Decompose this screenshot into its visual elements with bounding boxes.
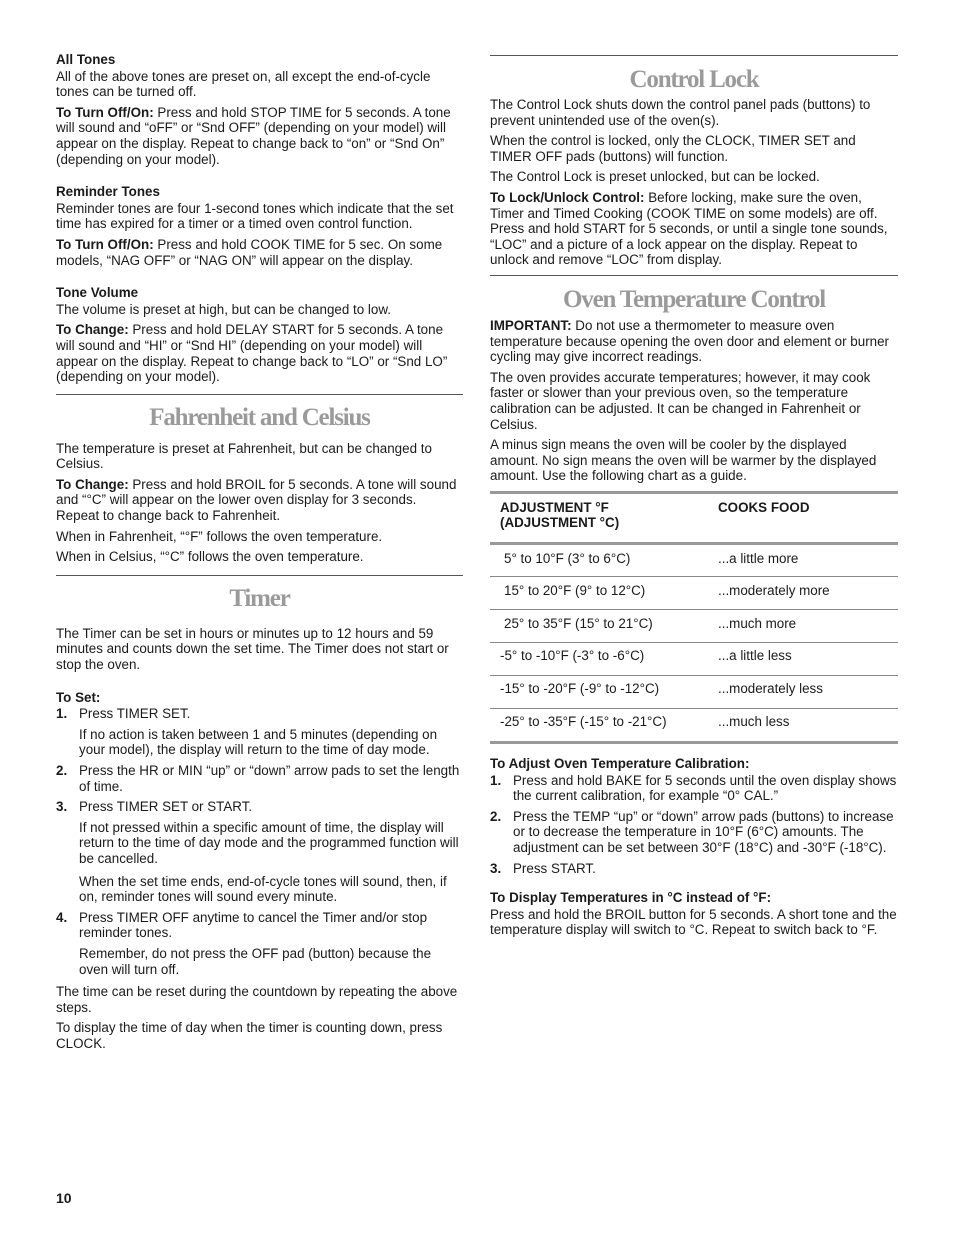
step-text: Press the TEMP “up” or “down” arrow pads (buttons) to increase or to decrease the temperature in 10°F (6°C) amounts. The adjustment can be set between 30°F (18°C) and -30°F (-18°C). <box>513 808 894 856</box>
header-cooks-food: COOKS FOOD <box>718 499 810 515</box>
table-row <box>490 676 898 709</box>
table-row <box>490 643 898 676</box>
turn-text: Press and hold STOP TIME for 5 seconds. A tone will sound and “oFF” or “Snd OFF” (depending on your model) will appear on the display. Repeat to change back to “on” or “Snd On” (depending on your model). <box>56 104 451 167</box>
cell-adjustment: -5° to -10°F (-3° to -6°C) <box>500 648 645 664</box>
display-celsius-heading: To Display Temperatures in °C instead of °F: <box>490 890 772 906</box>
header-adjustment-f: ADJUSTMENT °F <box>500 499 609 515</box>
left-column <box>56 52 463 1057</box>
all-tones-turn <box>56 105 463 167</box>
table-row <box>490 709 898 743</box>
timer-section <box>56 585 463 1052</box>
reminder-tones-section <box>56 184 463 268</box>
turn-label: To Turn Off/On: <box>56 104 154 120</box>
timer-step <box>56 910 463 977</box>
lock-label: To Lock/Unlock Control: <box>490 189 645 205</box>
all-tones-section <box>56 52 463 167</box>
important-label: IMPORTANT: <box>490 317 572 333</box>
cell-adjustment: 5° to 10°F (3° to 6°C) <box>504 551 631 567</box>
oven-temp-important <box>490 318 898 365</box>
calibration-step <box>490 773 898 804</box>
timer-reset-text: The time can be reset during the countdown by repeating the above steps. <box>56 984 458 1015</box>
right-column <box>490 55 898 943</box>
control-lock-instructions <box>490 190 898 268</box>
tone-volume-heading: Tone Volume <box>56 285 139 301</box>
table-row <box>490 610 898 643</box>
timer-step <box>56 799 463 905</box>
fahrenheit-title: Fahrenheit and Celsius <box>149 403 370 431</box>
fahrenheit-f-text: When in Fahrenheit, “°F” follows the oven temperature. <box>56 528 383 544</box>
cell-cooks-food: ...much more <box>718 616 797 632</box>
calibration-step <box>490 861 898 877</box>
tone-volume-section <box>56 285 463 385</box>
fahrenheit-change <box>56 477 463 524</box>
change-label: To Change: <box>56 476 129 492</box>
step-text: Press TIMER SET or START. <box>79 799 253 815</box>
oven-temp-p2: A minus sign means the oven will be cooler by the displayed amount. No sign means the oven will be warmer by the displayed amount. Use the following chart as a guide. <box>490 437 877 484</box>
fahrenheit-section <box>56 404 463 565</box>
step-number: 3. <box>490 860 502 876</box>
step-text: Press the HR or MIN “up” or “down” arrow pads to set the length of time. <box>79 763 460 794</box>
adjust-calibration-steps <box>490 773 898 877</box>
tone-volume-desc: The volume is preset at high, but can be changed to low. <box>56 301 391 317</box>
step-number: 3. <box>56 799 68 815</box>
section-divider <box>56 394 463 395</box>
oven-temp-section <box>490 286 898 938</box>
cell-cooks-food: ...a little less <box>718 648 792 664</box>
step-text: Press TIMER SET. <box>79 706 191 722</box>
section-divider <box>490 55 898 56</box>
cell-adjustment: -15° to -20°F (-9° to -12°C) <box>500 681 660 697</box>
tone-volume-change <box>56 322 463 384</box>
fahrenheit-c-text: When in Celsius, “°C” follows the oven temperature. <box>56 549 364 565</box>
step-text: Press and hold BAKE for 5 seconds until the oven display shows the current calibration, for example “0° CAL.” <box>513 772 897 804</box>
cell-adjustment: 25° to 35°F (15° to 21°C) <box>504 616 653 632</box>
control-lock-title: Control Lock <box>629 66 759 93</box>
calibration-table <box>490 491 898 744</box>
reminder-tones-desc: Reminder tones are four 1-second tones which indicate that the set time has expired for a timer or a timed oven control function. <box>56 200 454 232</box>
timer-to-set-heading: To Set: <box>56 689 101 705</box>
cell-cooks-food: ...much less <box>718 714 790 730</box>
timer-title: Timer <box>229 584 290 612</box>
table-header-row <box>490 492 898 543</box>
table-row <box>490 544 898 577</box>
timer-steps <box>56 706 463 977</box>
cell-cooks-food: ...moderately less <box>718 681 823 697</box>
control-lock-p2: When the control is locked, only the CLOCK, TIMER SET and TIMER OFF pads (buttons) will function. <box>490 133 856 164</box>
timer-clock-text: To display the time of day when the timer is counting down, press CLOCK. <box>56 1020 443 1051</box>
all-tones-heading: All Tones <box>56 52 116 67</box>
step-note: If no action is taken between 1 and 5 minutes (depending on your model), the display will return to the time of day mode. <box>79 726 438 758</box>
change-text: Press and hold BROIL for 5 seconds. A tone will sound and “°C” will appear on the lower oven display for 3 seconds. Repeat to change back to Fahrenheit. <box>56 476 457 524</box>
header-adjustment-c: (ADJUSTMENT °C) <box>500 515 620 531</box>
change-label: To Change: <box>56 322 129 338</box>
cell-cooks-food: ...a little more <box>718 551 799 567</box>
step-note: When the set time ends, end-of-cycle tones will sound, then, if on, reminder tones will sound every minute. <box>79 873 447 905</box>
step-text: Press START. <box>513 860 596 876</box>
oven-temp-title: Oven Temperature Control <box>563 285 825 313</box>
cell-adjustment: 15° to 20°F (9° to 12°C) <box>504 583 646 599</box>
step-number: 1. <box>56 706 68 722</box>
page-number: 10 <box>56 1190 72 1206</box>
reminder-tones-turn <box>56 237 463 268</box>
step-text: Press TIMER OFF anytime to cancel the Timer and/or stop reminder tones. <box>79 909 428 941</box>
step-note: Remember, do not press the OFF pad (button) because the oven will turn off. <box>79 945 432 977</box>
turn-text: Press and hold COOK TIME for 5 sec. On some models, “NAG OFF” or “NAG ON” will appear on the display. <box>56 236 443 268</box>
display-celsius-text: Press and hold the BROIL button for 5 seconds. A short tone and the temperature display will switch to °C. Repeat to switch back to °F. <box>490 906 897 938</box>
turn-label: To Turn Off/On: <box>56 236 154 252</box>
calibration-step <box>490 809 898 856</box>
lock-text: Before locking, make sure the oven, Timer and Timed Cooking (COOK TIME on some models) are off. Press and hold START for 5 seconds, or until a single tone sounds, “LOC” and a picture of a lock appear on the display. Repeat to unlock and remove “LOC” from display. <box>490 189 888 268</box>
step-note: If not pressed within a specific amount of time, the display will return to the time of day mode and the programmed function will be cancelled. <box>79 819 459 866</box>
step-number: 2. <box>490 808 502 824</box>
table-row <box>490 577 898 610</box>
step-number: 1. <box>490 772 502 788</box>
control-lock-section <box>490 66 898 268</box>
fahrenheit-desc: The temperature is preset at Fahrenheit, but can be changed to Celsius. <box>56 440 432 472</box>
timer-step <box>56 763 463 794</box>
timer-desc: The Timer can be set in hours or minutes up to 12 hours and 59 minutes and counts down the set time. The Timer does not start or stop the oven. <box>56 625 449 673</box>
section-divider <box>490 275 898 276</box>
important-text: Do not use a thermometer to measure oven temperature because opening the oven door and element or burner cycling may give incorrect readings. <box>490 317 890 365</box>
timer-step <box>56 706 463 758</box>
change-text: Press and hold DELAY START for 5 seconds. A tone will sound and “HI” or “Snd HI” (depending on your model) will appear on the display. Repeat to change back to “LO” or “Snd LO” (depending on your model). <box>56 322 448 385</box>
section-divider <box>56 575 463 576</box>
cell-adjustment: -25° to -35°F (-15° to -21°C) <box>500 714 667 730</box>
step-number: 2. <box>56 763 68 778</box>
header-adjustment <box>490 492 708 543</box>
oven-temp-p1: The oven provides accurate temperatures; however, it may cook faster or slower than your previous oven, so the temperature calibration can be adjusted. It can be changed in Fahrenheit or Celsius. <box>490 369 871 432</box>
reminder-tones-heading: Reminder Tones <box>56 184 160 200</box>
control-lock-p3: The Control Lock is preset unlocked, but can be locked. <box>490 169 820 185</box>
control-lock-p1: The Control Lock shuts down the control panel pads (buttons) to prevent unintended use of the oven(s). <box>490 97 871 128</box>
cell-cooks-food: ...moderately more <box>718 583 830 599</box>
step-number: 4. <box>56 909 68 925</box>
adjust-calibration-heading: To Adjust Oven Temperature Calibration: <box>490 756 750 772</box>
all-tones-desc: All of the above tones are preset on, all except the end-of-cycle tones can be turned off. <box>56 68 431 100</box>
